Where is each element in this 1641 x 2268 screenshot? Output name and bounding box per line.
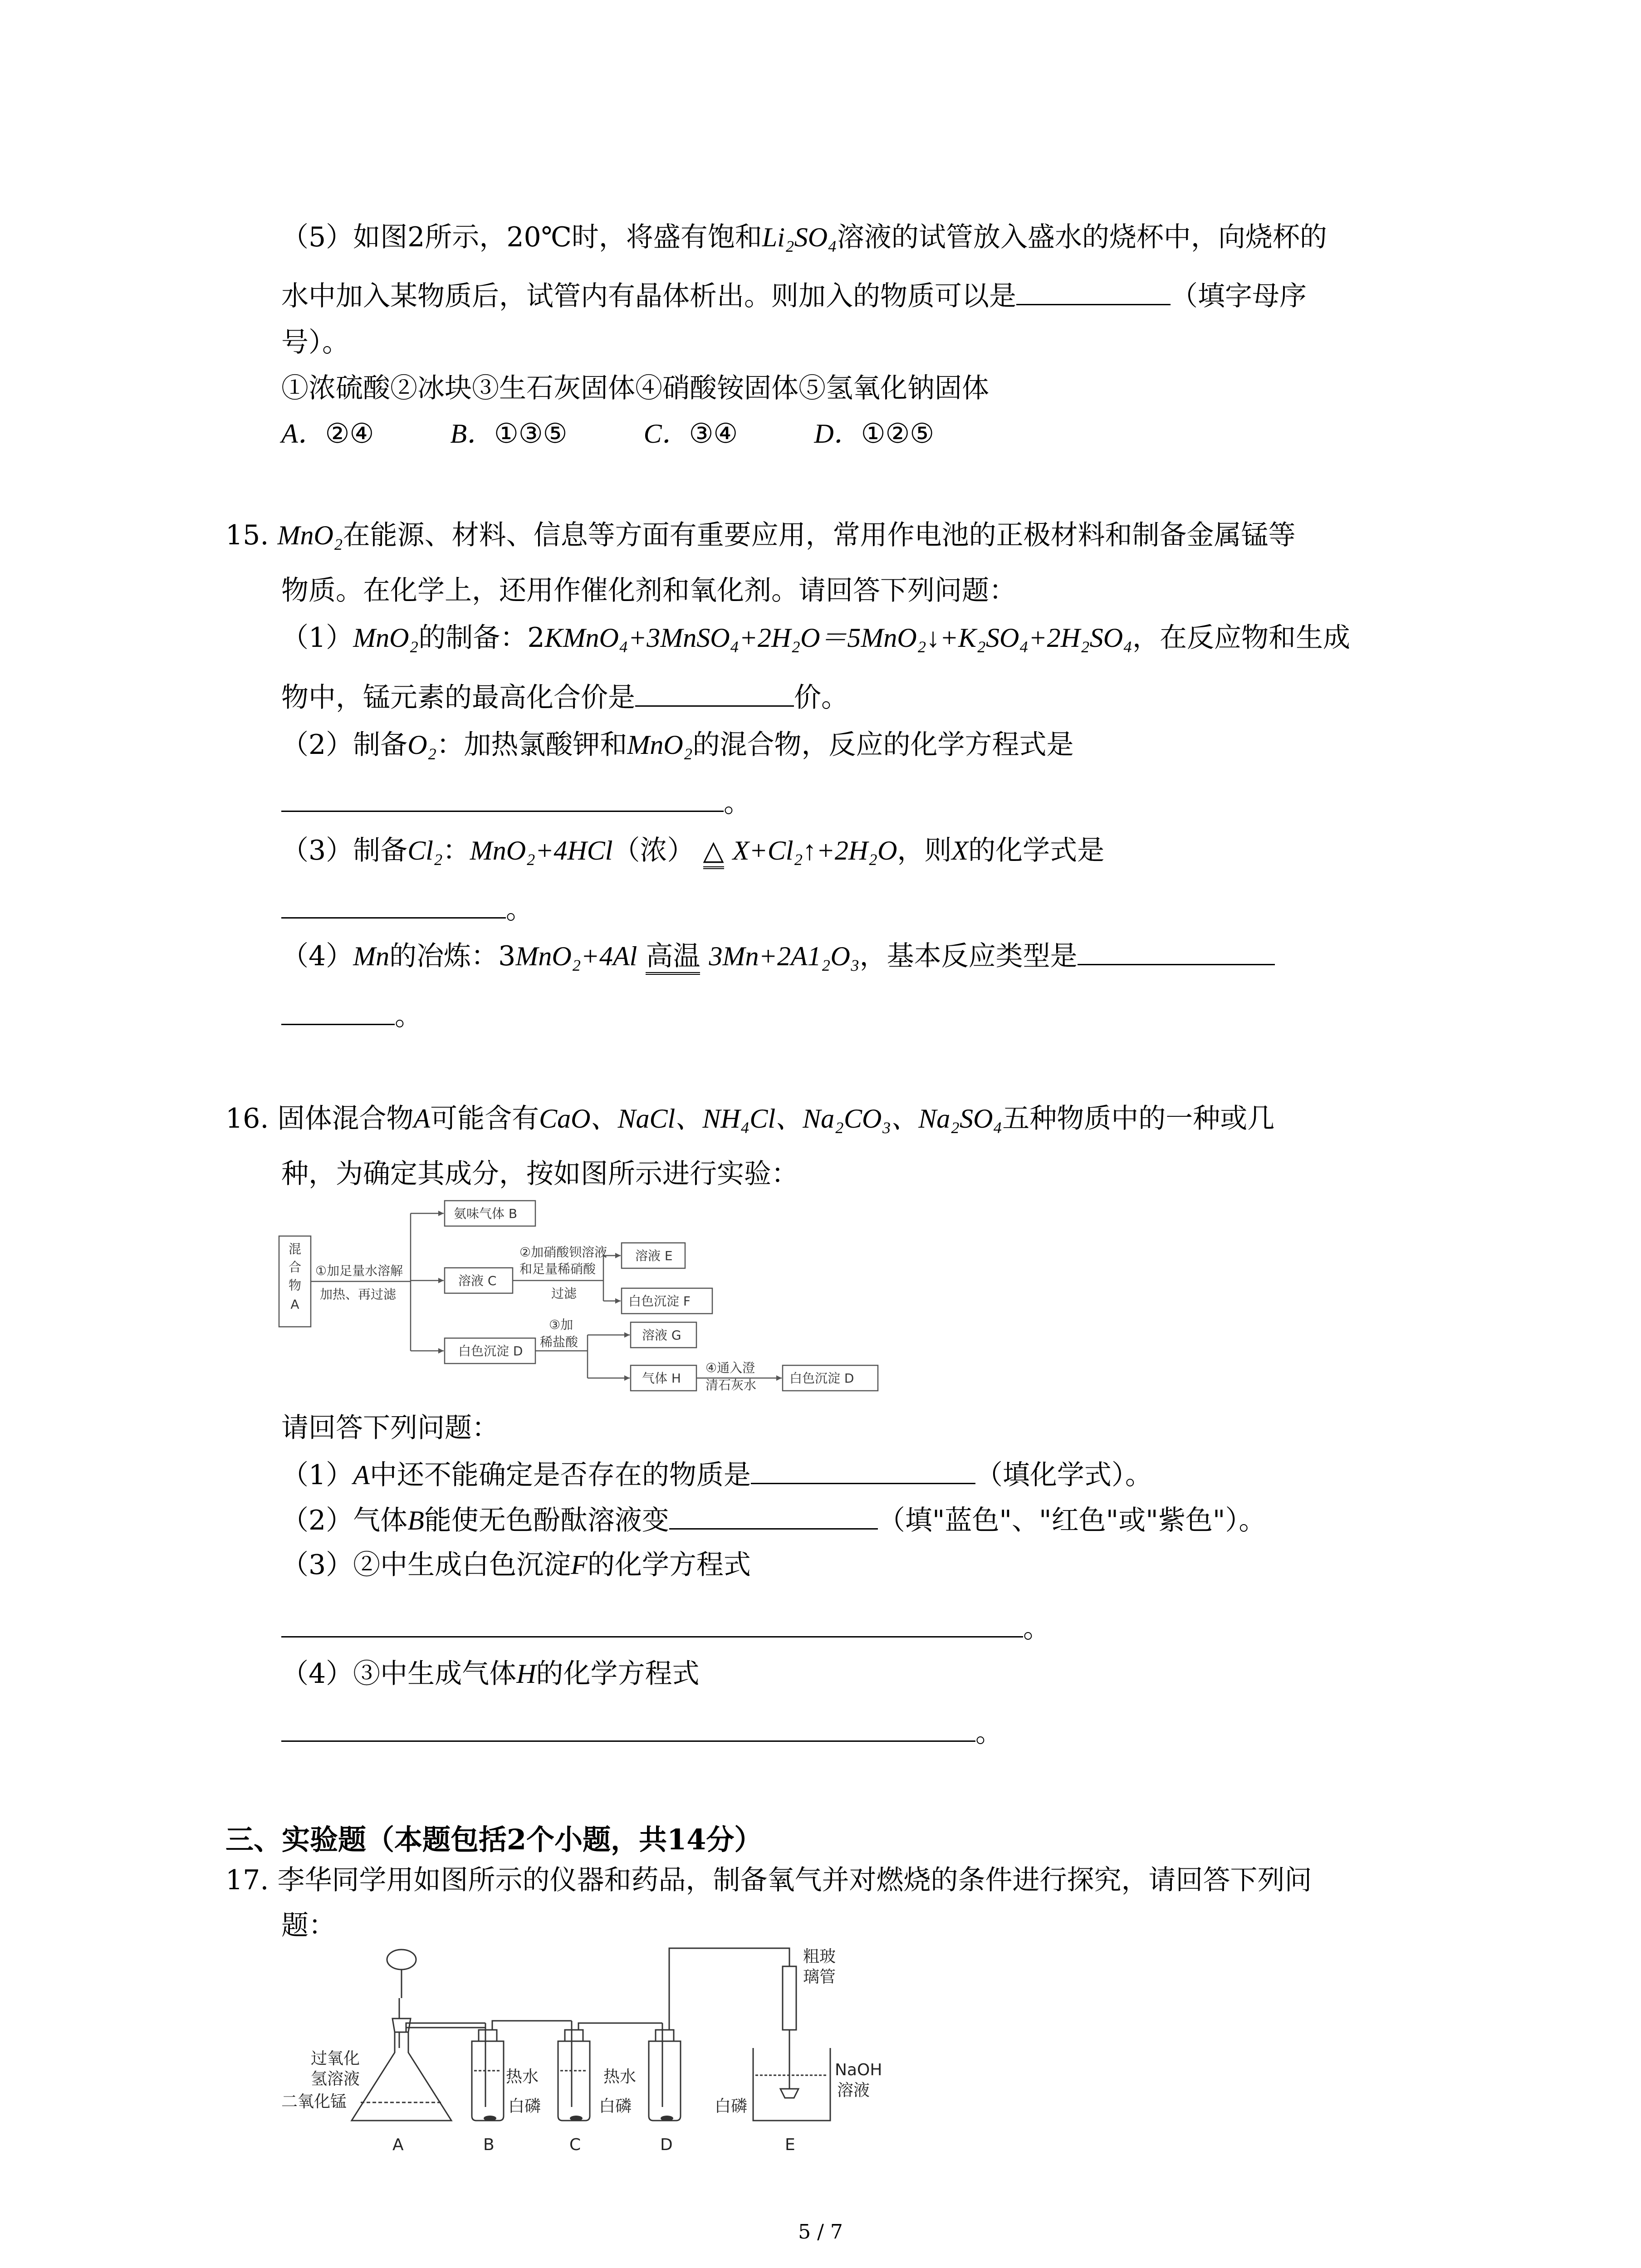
answer-blank[interactable] [281,810,724,812]
text: 中还不能确定是否存在的物质是 [369,1459,751,1491]
label-step3b: 稀盐酸 [540,1334,578,1349]
formula: MnO₂ [627,730,693,760]
answer-blank[interactable] [669,1528,878,1530]
label-step2c: 过滤 [551,1286,577,1301]
q15-sub3-b [281,896,533,923]
option-a-key: A． [281,419,325,449]
text: （填"蓝色"、"红色"或"紫色"）。 [877,1505,1266,1536]
label-glass-tube-1: 粗玻 [803,1947,836,1966]
label-precipitate-f: 白色沉淀 F [628,1294,691,1309]
answer-blank[interactable] [1016,303,1171,305]
phosphorus-d [661,2116,673,2121]
text: 固体混合物 [277,1103,414,1134]
answer-blank[interactable] [281,1023,395,1025]
q16-ask [281,1414,499,1442]
equation: KMnO₄+3MnSO₄+2H₂O＝5MnO₂↓+K₂SO₄+2H₂SO₄ [544,623,1132,653]
text: 。 [1023,1613,1050,1644]
formula: Cl₂ [407,836,443,865]
formula: MnO₂ [277,520,343,550]
label-mno2: 二氧化锰 [281,2092,347,2111]
label-h2o2-1: 过氧化 [311,2049,360,2068]
text: 的化学方程式 [587,1549,751,1581]
q16-sub1 [281,1461,1152,1489]
equation: MnO₂+4Al [515,941,637,971]
option-b[interactable]: ①③⑤ [494,418,568,450]
label-naoh-1: NaOH [835,2061,882,2079]
label-precipitate-d: 白色沉淀 D [458,1344,523,1359]
text: 的冶炼：3 [389,940,516,972]
label-d: D [660,2136,673,2154]
label-step2a: ②加硝酸钡溶液 [519,1245,607,1260]
q16-sub2 [281,1507,1266,1534]
glass-tube [783,1966,796,2030]
q15-sub1 [281,622,1350,654]
label-step1b: 加热、再过滤 [320,1287,397,1302]
text: 。 [506,894,533,925]
phosphorus-c [570,2116,583,2121]
text: 在能源、材料、信息等方面有重要应用，常用作电池的正极材料和制备金属锰等 [343,519,1296,551]
q16-sub3 [281,1551,751,1579]
q16-sub3-b [281,1615,1050,1642]
q15-line2 [281,577,1016,604]
text: ①浓硫酸②冰块③生石灰固体④硝酸铵固体⑤氢氧化钠固体 [281,372,989,404]
q17-line1 [225,1864,1312,1896]
text: 李华同学用如图所示的仪器和药品，制备氧气并对燃烧的条件进行探究，请回答下列问 [277,1864,1312,1896]
label-a: A [392,2136,404,2154]
text: （4） [281,940,353,972]
option-a[interactable]: ②④ [325,418,374,450]
label-phosphorus-c: 白磷 [599,2097,632,2116]
label-naoh-2: 溶液 [837,2081,870,2100]
variable: B [407,1505,424,1535]
text: （1） [281,1459,353,1491]
text: 的化学式是 [968,835,1105,866]
text: 题： [281,1910,336,1941]
label-precipitate-d2: 白色沉淀 D [789,1371,854,1386]
label-solution-g: 溶液 G [642,1328,681,1343]
label-mix-4: A [290,1297,299,1312]
question-number: 17. [225,1864,269,1896]
equation: 3Mn+2A1₂O₃ [709,941,860,971]
text: 的混合物，反应的化学方程式是 [692,729,1074,761]
text: 能使无色酚酞溶液变 [424,1505,669,1536]
label-step3a: ③加 [549,1317,573,1332]
label-mix-1: 混 [288,1242,302,1256]
option-b-key: B． [450,419,495,449]
flowchart-diagram [272,1195,898,1395]
label-c: C [569,2136,581,2154]
bottle-d [649,2041,681,2121]
q16-line2 [281,1160,798,1188]
text: （5）如图2所示，20℃时，将盛有饱和 [281,221,762,253]
text: 。 [724,787,751,819]
option-d[interactable]: ①②⑤ [861,418,935,450]
funnel-bulb [387,1950,416,1970]
flowchart-labels [289,1206,854,1393]
bottle-c [558,2041,590,2121]
text: ，在反应物和生成 [1132,622,1350,654]
label-step1a: ①加足量水溶解 [315,1263,403,1278]
q14-5-line1 [281,221,1327,253]
formula-list: CaO、NaCl、NH₄Cl、Na₂CO₃、Na₂SO₄ [539,1104,1003,1134]
q15-sub2-b [281,787,751,819]
q16-line1 [225,1105,1274,1132]
label-mix-2: 合 [288,1260,302,1275]
answer-blank[interactable] [635,705,794,707]
label-solution-c: 溶液 C [458,1273,497,1288]
equation: MnO₂+4HCl [470,836,613,865]
text: 的制备：2 [418,622,545,654]
high-temp-condition: 高温 [646,940,700,975]
equation: X+Cl₂↑+2H₂O [732,836,897,865]
q14-5-line3 [281,329,349,356]
q15-line1 [225,519,1296,551]
text: 。 [395,1000,422,1032]
heat-condition: △ [703,835,724,869]
label-b: B [483,2136,495,2154]
text: （3）②中生成白色沉淀 [281,1549,571,1581]
q17-line2 [281,1912,336,1939]
section-heading: 三、实验题（本题包括2个小题，共14分） [225,1823,763,1856]
q15-sub3 [281,837,1104,864]
answer-blank[interactable] [281,1636,1023,1637]
answer-blank[interactable] [1078,963,1275,965]
text: （填字母序 [1171,280,1307,312]
option-c-key: C． [643,419,689,449]
formula: O₂ [407,730,437,760]
q15-sub4 [281,940,1275,972]
option-c[interactable]: ③④ [689,418,738,450]
q15-sub1-b [281,682,848,714]
phosphorus-b [484,2116,496,2121]
label-h2o2-2: 氢溶液 [311,2070,360,2088]
label-phosphorus-d: 白磷 [715,2097,748,2116]
question-number: 15. [225,519,269,551]
text: 号）。 [281,327,349,358]
label-step4a: ④通入澄 [705,1360,755,1375]
q16-sub4 [281,1658,700,1690]
label-mix-3: 物 [288,1278,302,1293]
bottle-b [472,2041,504,2121]
q14-5-options [281,418,935,450]
label-glass-tube-2: 璃管 [803,1968,836,1986]
label-step2b: 和足量稀硝酸 [519,1261,596,1276]
label-hotwater-c: 热水 [603,2068,637,2086]
q14-5-line2 [281,280,1307,312]
q14-5-items [281,372,989,404]
question-number: 16. [225,1103,269,1134]
answer-blank[interactable] [281,917,506,919]
label-step4b: 清石灰水 [705,1378,757,1393]
variable: A [353,1460,370,1490]
text: ：加热氯酸钾和 [436,729,627,761]
text: ，基本反应类型是 [859,940,1078,972]
text: （1） [281,622,353,654]
text: 。 [975,1717,1003,1749]
text: 价。 [794,682,848,714]
text: 五种物质中的一种或几 [1002,1103,1275,1134]
text: （2）制备 [281,729,408,761]
label-gas-b: 氨味气体 B [454,1206,518,1221]
label-gas-h: 气体 H [642,1371,681,1386]
text: （填化学式）。 [975,1459,1152,1491]
text: （4）③中生成气体 [281,1658,517,1690]
variable: X [951,836,969,865]
variable: F [571,1550,588,1580]
text: ： [442,835,470,866]
formula: MnO₂ [353,623,419,653]
label-solution-e: 溶液 E [635,1248,673,1263]
text: （2）气体 [281,1505,408,1536]
q15-sub4-b [281,1002,422,1030]
text: 溶液的试管放入盛水的烧杯中，向烧杯的 [837,221,1327,253]
formula: Mn [353,941,390,971]
answer-blank[interactable] [281,1740,975,1742]
label-e: E [785,2136,795,2154]
page-number: 5 / 7 [798,2220,843,2244]
text: ，则 [897,835,952,866]
text: 请回答下列问题： [281,1412,499,1444]
variable: H [516,1659,536,1689]
variable: A [413,1104,431,1134]
text: （浓） [612,835,695,866]
q16-sub4-b [281,1717,1003,1749]
text: 物质。在化学上，还用作催化剂和氧化剂。请回答下列问题： [281,575,1016,606]
apparatus-diagram [272,1939,935,2166]
text: 的化学方程式 [536,1658,700,1690]
text: 物中，锰元素的最高化合价是 [281,682,635,714]
text: 种，为确定其成分，按如图所示进行实验： [281,1158,798,1190]
conical-flask [352,2032,451,2121]
option-d-key: D． [814,419,861,449]
text: 水中加入某物质后，试管内有晶体析出。则加入的物质可以是 [281,280,1016,312]
q15-sub2 [281,729,1074,761]
answer-blank[interactable] [751,1482,975,1484]
text: 可能含有 [430,1103,539,1134]
formula: Li₂SO₄ [762,222,837,252]
beaker-e [753,2048,830,2121]
label-phosphorus-b: 白磷 [508,2097,541,2116]
label-hotwater-b: 热水 [506,2068,539,2086]
text: （3）制备 [281,835,408,866]
